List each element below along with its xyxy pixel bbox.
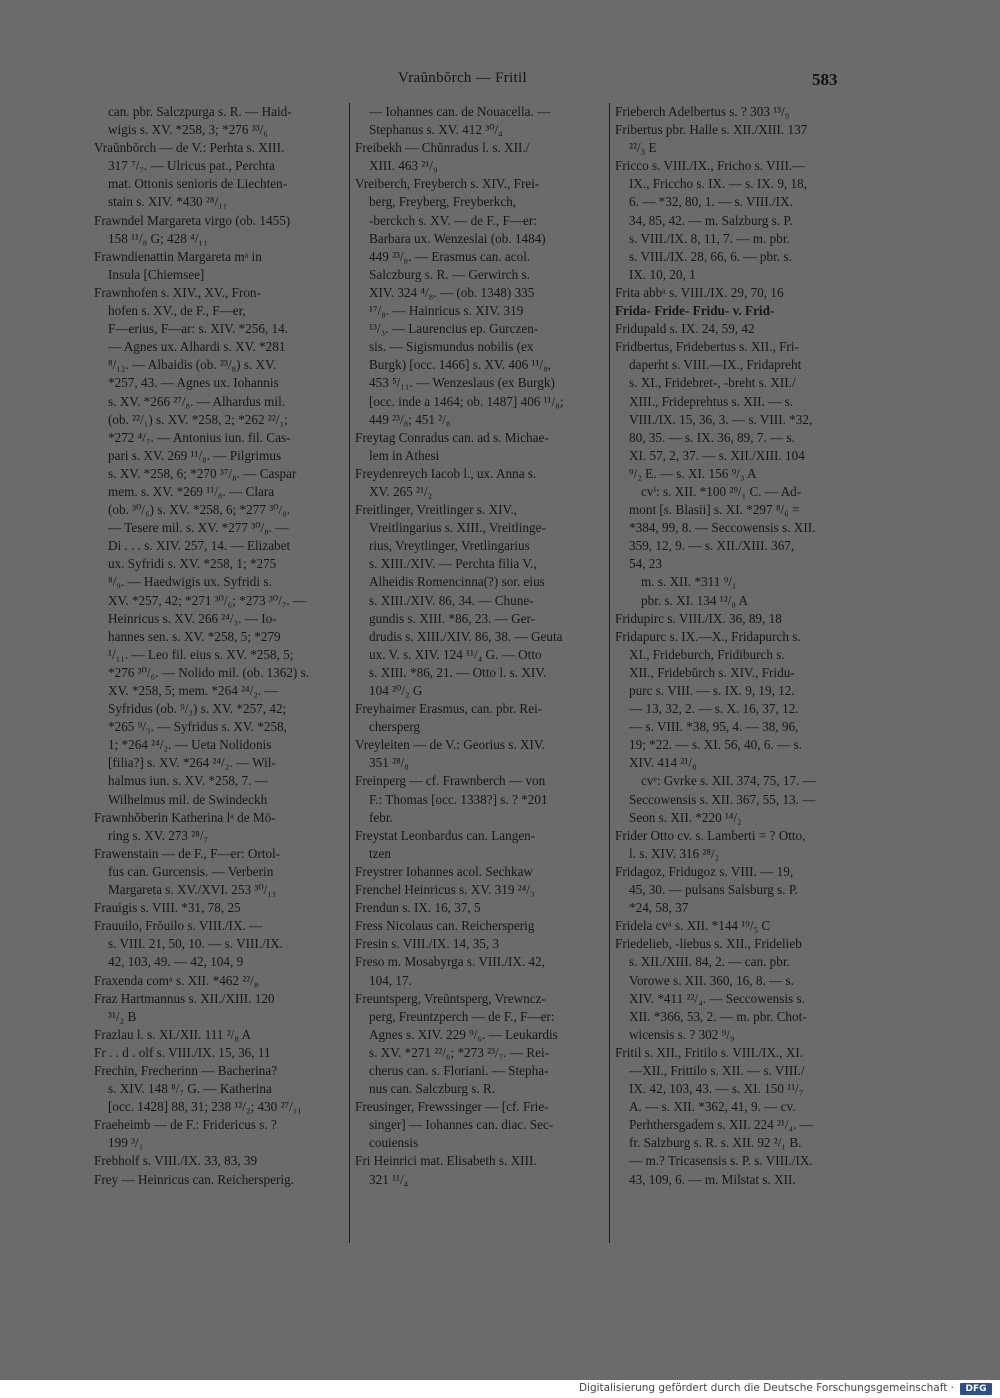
index-entry-headword-line: Frey — Heinricus can. Reichersperig. [94,1171,294,1187]
index-entry-continuation-line: F.: Thomas [occ. 1338?] s. ? *201 [369,791,548,807]
index-entry-continuation-line: Seccowensis s. XII. 367, 55, 13. — [629,791,816,807]
index-entry-continuation-line: 43, 109, 6. — m. Milstat s. XII. [629,1171,796,1187]
index-entry-continuation-line: 359, 12, 9. — s. XII./XIII. 367, [629,538,795,554]
index-entry-headword-line: Freytag Conradus can. ad s. Michae- [355,429,549,445]
index-entry-continuation-line: Salczburg s. R. — Gerwirch s. [369,266,530,282]
index-entry-continuation-line: mont [s. Blasii] s. XI. *297 ⁸/₆ = [629,502,800,518]
index-entry-continuation-line: 317 ⁷/₇. — Ulricus pat., Perchta [108,158,275,174]
index-entry-continuation-line: (ob. ³⁰/₆) s. XV. *258, 6; *277 ³⁰/₈. [108,502,291,518]
index-entry-headword-line: Freso m. Mosabyrga s. VIII./IX. 42, [355,954,545,970]
index-entry-continuation-line: 449 ²³/₈; 451 ²/₈ [369,411,451,427]
index-entry-continuation-line: ⁸/₁₂. — Albaidis (ob. ²³/₈) s. XV. [108,357,277,373]
index-entry-continuation-line: ¹³/₃. — Laurencius ep. Gurczen- [369,321,539,337]
index-entry-continuation-line: XI., Frideburch, Fridiburch s. [629,646,785,662]
index-entry-continuation-line: ¹/₁₁. — Leo fil. eius s. XV. *258, 5; [108,646,294,662]
index-entry-headword-line: Freyhaimer Erasmus, can. pbr. Rei- [355,701,543,717]
index-entry-continuation-line: [occ. inde a 1464; ob. 1487] 406 ¹¹/₈; [369,393,564,409]
index-entry-continuation-line: l. s. XIV. 316 ²⁸/₂ [629,845,720,861]
index-entry-headword-line: Frauigis s. VIII. *31, 78, 25 [94,900,241,916]
index-entry-continuation-line: pari s. XV. 269 ¹¹/₈. — Pilgrimus [108,447,282,463]
index-entry-continuation-line: 45, 30. — pulsans Salsburg s. P. [629,882,799,898]
index-entry-headword-line: Freitlinger, Vreitlinger s. XIV., [355,502,517,518]
index-entry-continuation-line: drudis s. XIII./XIV. 86, 38. — Geuta [369,628,563,644]
index-entry-continuation-line: s. XII./XIII. 84, 2. — can. pbr. [629,954,790,970]
index-entry-continuation-line: hannes sen. s. XV. *258, 5; *279 [108,628,281,644]
index-entry-headword-line: Fresin s. VIII./IX. 14, 35, 3 [355,936,500,952]
index-entry-continuation-line: ⁸/₉. — Haedwigis ux. Syfridi s. [108,574,272,590]
index-entry-continuation-line: XV. *257, 42; *271 ³⁰/₆; *273 ³⁰/₇. — [108,592,307,608]
index-entry-continuation-line: XV. 265 ²¹/₂ [369,483,433,499]
index-entry-continuation-line: s. XIII./XIV. 86, 34. — Chune- [369,592,534,608]
index-entry-headword-line: Fraz Hartmannus s. XII./XIII. 120 [94,990,275,1006]
index-entry-continuation-line: cherus can. s. Floriani. — Stepha- [369,1062,549,1078]
index-entry-continuation-line: — s. VIII. *38, 95, 4. — 38, 96, [629,719,799,735]
index-entry-continuation-line: s. XV. *266 ²⁷/₈. — Alhardus mil. [108,393,286,409]
index-entry-continuation-line: *276 ³⁰/₆. — Nolido mil. (ob. 1362) s. [108,664,310,680]
index-entry-headword-line: Frawndienattin Margareta mᵃ in [94,248,262,264]
index-entry-continuation-line: [occ. 1428] 88, 31; 238 ¹²/₂; 430 ²⁷/₁₁ [108,1099,302,1115]
index-entry-headword-line: Frebholf s. VIII./IX. 33, 83, 39 [94,1153,258,1169]
index-entry-continuation-line: — 13, 32, 2. — s. X. 16, 37, 12. [629,701,799,717]
index-entry-continuation-line: nus can. Salczburg s. R. [369,1081,496,1097]
index-entry-continuation-line: XV. *258, 5; mem. *264 ²⁴/₂. — [108,683,278,698]
index-entry-continuation-line: s. XIII./XIV. — Perchta filia V., [369,556,537,572]
column-1 [94,103,344,1189]
index-entry-continuation-line: halmus iun. s. XV. *258, 7. — [108,773,268,789]
index-entry-continuation-line: 321 ¹¹/₄ [369,1171,409,1187]
column-2 [355,103,605,1189]
index-entry-continuation-line: 1; *264 ²⁴/₂. — Ueta Nolidonis [108,737,272,753]
index-entry-continuation-line: Wilhelmus mil. de Swindeckh [108,791,268,807]
index-entry-continuation-line: cvⁱ: s. XII. *100 ²⁹/₁ C. — Ad- [641,483,802,499]
index-entry-continuation-line: ux. V. s. XIV. 124 ¹¹/₄ G. — Otto [369,646,542,662]
index-entry-continuation-line: Margareta s. XV./XVI. 253 ³⁰/₁₁ [108,882,277,898]
index-entry-headword-line: Frawnhofen s. XIV., XV., Fron- [94,284,261,300]
index-entry-headword-line: Freuntsperg, Vreŭntsperg, Vrewncz- [355,990,546,1006]
index-entry-headword-line: Fraeheimb — de F.: Fridericus s. ? [94,1117,277,1133]
index-entry-headword-line: Fr . . d . olf s. VIII./IX. 15, 36, 11 [94,1044,271,1060]
index-entry-headword-line: Freibekh — Chŭnradus l. s. XII./ [355,140,530,156]
index-entry-headword-line: Vreiberch, Freyberch s. XIV., Frei- [355,176,540,192]
index-entry-continuation-line: febr. [369,809,393,825]
index-entry-headword-line: Fritil s. XII., Fritilo s. VIII./IX., XI. [615,1044,804,1060]
index-entry-continuation-line: Vreitlingarius s. XIII., Vreitlinge- [369,520,546,536]
index-entry-continuation-line: -berckch s. XV. — de F., F—er: [369,212,537,228]
index-entry-continuation-line: XII., Fridebŭrch s. XIV., Fridu- [629,664,795,680]
index-entry-continuation-line: Insula [Chiemsee] [108,266,205,282]
index-entry-continuation-line: — m.? Tricasensis s. P. s. VIII./IX. [629,1153,813,1169]
index-entry-continuation-line: s. VIII./IX. 28, 66, 6. — pbr. s. [629,248,792,264]
index-entry-continuation-line: wicensis s. ? 302 ⁹/₉ [629,1026,735,1042]
page-header [0,70,1000,94]
index-entry-continuation-line: *272 ⁴/₇. — Antonius iun. fil. Cas- [108,429,291,445]
index-entry-continuation-line: daperht s. VIII.—IX., Fridapreht [629,357,802,373]
index-entry-headword-line: Frendun s. IX. 16, 37, 5 [355,900,481,916]
index-entry-continuation-line: pbr. s. XI. 134 ¹²/₈ A [641,592,749,608]
index-entry-headword-line: Freydenreych Iacob l., ux. Anna s. [355,465,537,481]
index-entry-continuation-line: ⁹/₂ E. — s. XI. 156 ⁹/₃ A [629,465,757,481]
index-entry-headword-line: Frita abbᵃ s. VIII./IX. 29, 70, 16 [615,284,784,300]
index-entry-continuation-line: Barbara ux. Wenzeslai (ob. 1484) [369,230,546,246]
index-entry-headword-line: Frazlau l. s. XI./XII. 111 ²/₈ A [94,1026,252,1042]
index-entry-continuation-line: ring s. XV. 273 ²⁸/₇ [108,827,209,843]
index-entry-headword-line: Fridbertus, Fridebertus s. XII., Fri- [615,339,799,355]
index-entry-continuation-line: — Tesere mil. s. XV. *277 ³⁰/₈. — [108,520,289,536]
index-entry-continuation-line: stain s. XIV. *430 ²⁸/₁₁ [108,194,228,210]
index-entry-continuation-line: Stephanus s. XV. 412 ³⁰/₄ [369,122,503,138]
index-entry-continuation-line: tzen [369,845,391,861]
index-entry-continuation-line: Syfridus (ob. ⁹/₃) s. XV. *257, 42; [108,701,287,717]
index-entry-continuation-line: berg, Freyberg, Freyberkch, [369,194,517,210]
index-entry-continuation-line: XIV. 414 ²¹/₈ [629,755,697,771]
page-number: 583 [812,70,838,89]
index-entry-continuation-line: Alheidis Romencinna(?) sor. eius [369,574,545,590]
index-entry-continuation-line: F—erius, F—ar: s. XIV. *256, 14. [108,321,288,337]
index-entry-continuation-line: mem. s. XV. *269 ¹¹/₈. — Clara [108,483,275,499]
index-entry-headword-line: Frawnhŏberin Katherina lᵃ de Mö- [94,809,276,825]
index-entry-continuation-line: 104, 17. [369,972,412,988]
index-entry-headword-line: Fribertus pbr. Halle s. XII./XIII. 137 [615,122,808,138]
index-entry-headword-line: Fri Heinrici mat. Elisabeth s. XIII. [355,1153,537,1169]
index-entry-headword-line: Fridupirc s. VIII./IX. 36, 89, 18 [615,610,782,626]
index-entry-continuation-line: sis. — Sigismundus nobilis (ex [369,339,534,355]
index-entry-continuation-line: XII. *366, 53, 2. — m. pbr. Chot- [629,1008,807,1024]
index-entry-continuation-line: ¹⁷/₈. — Hainricus s. XIV. 319 [369,303,524,319]
index-entry-continuation-line: — Iohannes can. de Nouacella. — [369,104,551,119]
index-entry-continuation-line: s. XV. *271 ²²/₆; *273 ²³/₇. — Rei- [369,1044,550,1060]
index-entry-continuation-line: s. VIII./IX. 8, 11, 7. — m. pbr. [629,230,790,246]
index-entry-continuation-line: fr. Salzburg s. R. s. XII. 92 ²/₁ B. [629,1135,802,1151]
index-entry-continuation-line: purc s. VIII. — s. IX. 9, 19, 12. [629,683,795,698]
funding-credit: Digitalisierung gefördert durch die Deutsche Forschungsgemeinschaft · [578,1382,954,1394]
index-entry-headword-line: Fress Nicolaus can. Reichersperig [355,918,535,934]
index-entry-continuation-line: — Agnes ux. Alhardi s. XV. *281 [108,339,286,355]
index-entry-continuation-line: ux. Syfridi s. XV. *258, 1; *275 [108,556,277,572]
index-entry-continuation-line: fus can. Gurcensis. — Verberin [108,863,274,879]
index-entry-continuation-line: mat. Ottonis senioris de Liechten- [108,176,288,192]
index-entry-continuation-line: XIII. 463 ²¹/₉ [369,158,438,174]
index-entry-continuation-line: Vorowe s. XII. 360, 16, 8. — s. [629,972,794,988]
index-entry-headword-line: Freinperg — cf. Frawnberch — von [355,773,546,789]
index-entry-continuation-line: perg, Freuntzperch — de F., F—er: [369,1008,555,1024]
index-entry-continuation-line: (ob. ²²/₁) s. XV. *258, 2; *262 ²²/₁; [108,411,288,427]
index-entry-headword-line: Frauuilo, Frŏuilo s. VIII./IX. — [94,918,263,934]
index-entry-headword-line: Frawndel Margareta virgo (ob. 1455) [94,212,291,228]
index-entry-headword-line: Frechin, Frecherinn — Bacherina? [94,1062,278,1078]
index-entry-continuation-line: 54, 23 [629,556,662,572]
index-entry-headword-line: Friedelieb, -liebus s. XII., Fridelieb [615,936,802,952]
index-entry-continuation-line: VIII./IX. 15, 36, 3. — s. VIII. *32, [629,411,813,427]
index-entry-continuation-line: s. XI., Fridebret-, -breht s. XII./ [629,375,796,391]
index-entry-continuation-line: XIV. *411 ²²/₄. — Seccowensis s. [629,990,805,1006]
index-entry-continuation-line: Di . . . s. XIV. 257, 14. — Elizabet [108,538,291,554]
index-entry-continuation-line: *24, 58, 37 [629,900,689,916]
index-entry-headword-line: Fridapurc s. IX.—X., Fridapurch s. [615,628,801,644]
index-entry-continuation-line: 158 ¹¹/₈ G; 428 ⁴/₁₁ [108,230,208,246]
index-entry-continuation-line: 80, 35. — s. IX. 36, 89, 7. — s. [629,429,795,445]
index-entry-continuation-line: 6. — *32, 80, 1. — s. VIII./IX. [629,194,793,210]
column-divider-2 [609,103,610,1243]
index-entry-continuation-line: XIII., Frideprehtus s. XII. — s. [629,393,794,409]
index-entry-headword-line: Vraŭnbŏrch — de V.: Perhta s. XIII. [94,140,285,156]
index-entry-continuation-line: IX. 42, 103, 43. — s. XI. 150 ¹¹/₇ [629,1081,804,1097]
index-entry-continuation-line: XIV. 324 ⁴/₈. — (ob. 1348) 335 [369,284,535,300]
index-entry-headword-line: Fricco s. VIII./IX., Fricho s. VIII.— [615,158,806,174]
index-entry-continuation-line: s. XV. *258, 6; *270 ³⁷/₈. — Caspar [108,465,297,481]
index-entry-continuation-line: 104 ²⁰/₂ G [369,683,423,698]
index-entry-continuation-line: couiensis [369,1135,419,1151]
index-entry-continuation-line: IX. 10, 20, 1 [629,266,696,282]
index-entry-continuation-line: Burgk) [occ. 1466] s. XV. 406 ¹¹/₈, [369,357,551,373]
index-entry-headword-line: Frieberch Adelbertus s. ? 303 ¹³/₉ [615,104,790,119]
index-entry-continuation-line: hofen s. XV., de F., F—er, [108,303,246,319]
index-entry-headword-line: Fraxenda comᵃ s. XII. *462 ²²/₈ [94,972,259,988]
index-entry-continuation-line: chersperg [369,719,421,735]
column-3 [615,103,867,1189]
index-entry-headword-line: Freystat Leonbardus can. Langen- [355,827,536,843]
index-entry-continuation-line: XI. 57, 2, 37. — s. XII./XIII. 104 [629,447,805,463]
index-entry-continuation-line: ³¹/₂ B [108,1008,137,1024]
index-entry-continuation-line: 19; *22. — s. XI. 56, 40, 6. — s. [629,737,802,753]
index-entry-continuation-line: *384, 99, 8. — Seccowensis s. XII. [629,520,816,536]
index-entry-headword-line: Fridagoz, Fridugoz s. VIII. — 19, [615,863,794,879]
index-entry-headword-line: Fridupald s. IX. 24, 59, 42 [615,321,755,337]
index-entry-continuation-line: 449 ²³/₈. — Erasmus can. acol. [369,248,531,264]
index-entry-continuation-line: *265 ⁹/₃. — Syfridus s. XV. *258, [108,719,287,735]
index-entry-headword-line: Frida- Fride- Fridu- v. Frid- [615,303,775,319]
index-entry-continuation-line: 42, 103, 49. — 42, 104, 9 [108,954,244,970]
index-entry-continuation-line: lem in Athesi [369,447,440,463]
index-entry-continuation-line: Perhthersgadem s. XII. 224 ²¹/₄. — [629,1117,813,1133]
index-entry-continuation-line: A. — s. XII. *362, 41, 9. — cv. [629,1099,796,1115]
index-entry-continuation-line: singer] — Iohannes can. diac. Sec- [369,1117,554,1133]
index-entry-headword-line: Frider Otto cv. s. Lamberti = ? Otto, [615,827,806,843]
index-entry-continuation-line: Seon s. XII. *220 ¹⁴/₂ [629,809,742,825]
index-entry-headword-line: Frawenstain — de F., F—er: Ortol- [94,845,281,861]
index-entry-continuation-line: IX., Friccho s. IX. — s. IX. 9, 18, [629,176,808,192]
index-entry-continuation-line: 453 ⁵/₁₁. — Wenzeslaus (ex Burgk) [369,375,555,391]
index-entry-continuation-line: s. XIII. *86, 21. — Otto l. s. XIV. [369,664,547,680]
footer-bar [0,1380,1000,1398]
index-entry-continuation-line: 34, 85, 42. — m. Salzburg s. P. [629,212,793,228]
index-entry-headword-line: Fridela cvᵃ s. XII. *144 ¹⁹/₅ C [615,918,771,934]
index-entry-continuation-line: wigis s. XV. *258, 3; *276 ³³/₆ [108,122,268,138]
index-entry-continuation-line: 351 ²⁸/₈ [369,755,409,771]
index-entry-continuation-line: s. XIV. 148 ⁸/₇ G. — Katherina [108,1081,272,1097]
running-head: Vraŭnbŏrch — Fritil [398,70,527,86]
index-entry-headword-line: Freusinger, Frewssinger — [cf. Frie- [355,1099,549,1115]
index-entry-continuation-line: —XII., Frittilo s. XII. — s. VIII./ [629,1062,805,1078]
column-divider-1 [349,103,350,1243]
index-entry-continuation-line: ²²/₃ E [629,140,657,156]
index-entry-continuation-line: Heinricus s. XV. 266 ²⁴/₃. — Io- [108,610,277,626]
index-entry-continuation-line: gundis s. XIII. *86, 23. — Ger- [369,610,536,626]
index-entry-continuation-line: Agnes s. XIV. 229 ⁹/₆. — Leukardis [369,1026,558,1042]
index-entry-headword-line: Freystrer Iohannes acol. Sechkaw [355,863,533,879]
dfg-logo-icon: DFG [960,1383,992,1395]
index-entry-headword-line: Frenchel Heinricus s. XV. 319 ²⁴/₃ [355,882,535,898]
index-entry-continuation-line: s. VIII. 21, 50, 10. — s. VIII./IX. [108,936,283,952]
index-entry-continuation-line: *257, 43. — Agnes ux. Iohannis [108,375,279,391]
index-entry-continuation-line: m. s. XII. *311 ⁹/₁ [641,574,737,590]
index-entry-continuation-line: can. pbr. Salczpurga s. R. — Haid- [108,104,292,119]
index-entry-continuation-line: rius, Vreytlinger, Vretlingarius [369,538,530,554]
index-entry-continuation-line: [filia?] s. XV. *264 ²⁴/₂. — Wil- [108,755,276,771]
index-entry-headword-line: Vreyleiten — de V.: Georius s. XIV. [355,737,546,753]
index-entry-continuation-line: 199 ³/₁ [108,1135,144,1151]
index-entry-continuation-line: cvᵉ: Gvrke s. XII. 374, 75, 17. — [641,773,816,789]
